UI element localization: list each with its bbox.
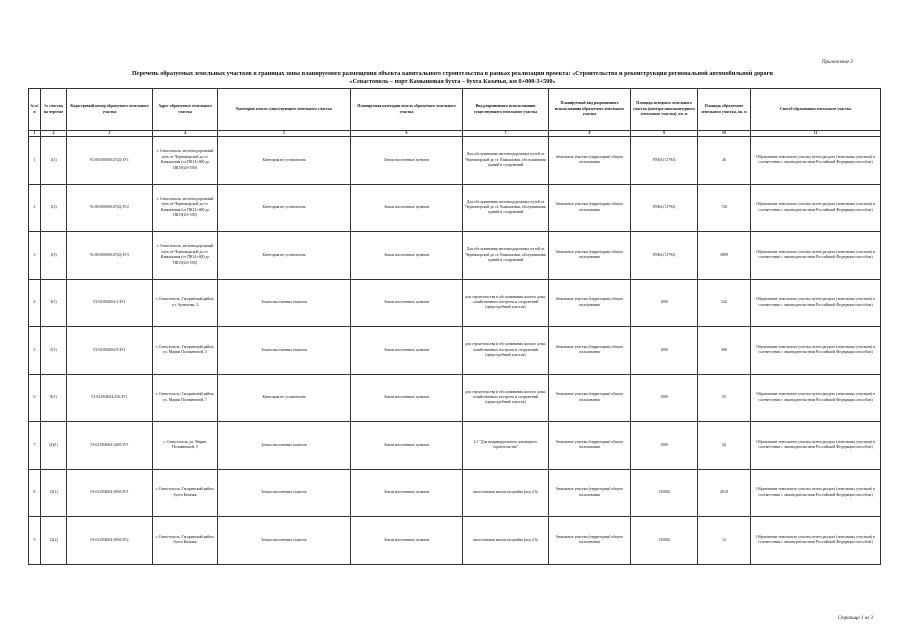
planned-category-cell: Земли населенных пунктов (351, 279, 463, 327)
column-number: 7 (463, 131, 549, 137)
column-number: 4 (153, 131, 218, 137)
new-area-cell: 26 (698, 137, 751, 185)
cadastral-number-cell: 91:02:004004:3069:ЗУ2 (67, 517, 153, 565)
column-number: 2 (41, 131, 67, 137)
land-category-cell: Земли населенных пунктов (218, 279, 351, 327)
row-number-cell: 5 (29, 327, 41, 375)
row-number-cell: 4 (29, 279, 41, 327)
new-area-cell: 720 (698, 184, 751, 232)
land-plots-table (28, 88, 881, 565)
permitted-use-cell: для строительства и обслуживания жилого дома, хозяйственных построек и сооружений (приусадебный участок) (463, 327, 549, 375)
planned-use-cell: Земельные участки (территории) общего пользования (549, 279, 631, 327)
source-area-cell: 87604 (11794) (631, 184, 698, 232)
appendix-label: Приложение 2 (822, 60, 853, 65)
new-area-cell: (4) (698, 422, 751, 470)
table-row (29, 137, 881, 185)
address-cell: г. Севастополь, Гагаринский район, ул. Артюхова, 3 (153, 279, 218, 327)
row-number-cell: 2 (29, 184, 41, 232)
table-row (29, 374, 881, 422)
formation-method-cell: Образование земельного участка путем раздела (земельных участков) в соответствии с законодательством Российской Федерации способом) (751, 374, 881, 422)
source-area-cell: 87604 (11794) (631, 232, 698, 280)
land-category-cell: Земли населенных пунктов (218, 517, 351, 565)
land-category-cell: Категория не установлена (218, 137, 351, 185)
new-area-cell: 542 (698, 279, 751, 327)
planned-category-cell: Земли населенных пунктов (351, 422, 463, 470)
column-header: Планируемый вид разрешенного использования образуемого земельного участка (549, 89, 631, 131)
table-row (29, 232, 881, 280)
plot-number-cell: 1(2) (41, 184, 67, 232)
plot-number-cell: 5(1) (41, 327, 67, 375)
column-header: Способ образования земельного участка (751, 89, 881, 131)
plot-number-cell: 8(1) (41, 374, 67, 422)
new-area-cell: 300 (698, 327, 751, 375)
plot-number-cell: 3(1) (41, 279, 67, 327)
column-number: 3 (67, 131, 153, 137)
formation-method-cell: Образование земельного участка путем раздела (земельных участков) в соответствии с законодательством Российской Федерации способом) (751, 137, 881, 185)
formation-method-cell: Образование земельного участка путем раздела (земельных участков) в соответствии с законодательством Российской Федерации способом) (751, 422, 881, 470)
source-area-cell: 135082 (631, 469, 698, 517)
planned-category-cell: Земли населенных пунктов (351, 517, 463, 565)
cadastral-number-cell: 91:00:000000:47(2):ЗУ3 (67, 232, 153, 280)
cadastral-number-cell: 91:02:004004:216:ЗУ1 (67, 374, 153, 422)
table-body (29, 137, 881, 565)
cadastral-number-cell: 91:02:004004:3:ЗУ1 (67, 279, 153, 327)
source-area-cell: 1000 (631, 374, 698, 422)
column-number: 9 (631, 131, 698, 137)
address-cell: г. Севастополь, Гагаринский район, ул. Марии Поливановой, 3 (153, 327, 218, 375)
column-header: № участка на чертеже (41, 89, 67, 131)
planned-category-cell: Земли населенных пунктов (351, 374, 463, 422)
permitted-use-cell: для строительства и обслуживания жилого дома, хозяйственных построек и сооружений (приусадебный участок) (463, 279, 549, 327)
permitted-use-cell: Для обслуживания железнодорожных путей от Черноморской до ст. Камышовая, обслуживания зданий и сооружений (463, 184, 549, 232)
table-row (29, 469, 881, 517)
column-number: 8 (549, 131, 631, 137)
cadastral-number-cell: 91:00:000000:47(2):ЗУ2 (67, 184, 153, 232)
cadastral-number-cell: 91:02:004004:3069:ЗУ1 (67, 469, 153, 517)
land-category-cell: Земли населенных пунктов (218, 327, 351, 375)
formation-method-cell: Образование земельного участка путем раздела (земельных участков) в соответствии с законодательством Российской Федерации способом) (751, 279, 881, 327)
column-header: Площадь образуемого земельного участка, кв. м (698, 89, 751, 131)
address-cell: г. Севастополь, железнодорожный путь от Черноморской до ст. Камышовая (от ПК14+400 до ПК19(20+550) (153, 232, 218, 280)
planned-category-cell: Земли населенных пунктов (351, 137, 463, 185)
column-header: № п/п (29, 89, 41, 131)
planned-category-cell: Земли населенных пунктов (351, 327, 463, 375)
planned-category-cell: Земли населенных пунктов (351, 232, 463, 280)
land-category-cell: Категория не установлена (218, 184, 351, 232)
permitted-use-cell: для строительства и обслуживания жилого дома, хозяйственных построек и сооружений (приусадебный участок) (463, 374, 549, 422)
source-area-cell: 1000 (631, 327, 698, 375)
plot-number-cell: 1(3) (41, 232, 67, 280)
planned-use-cell: Земельные участки (территории) общего пользования (549, 422, 631, 470)
column-number: 5 (218, 131, 351, 137)
column-number: 1 (29, 131, 41, 137)
formation-method-cell: Образование земельного участка путем раздела (земельных участков) в соответствии с законодательством Российской Федерации способом) (751, 232, 881, 280)
planned-category-cell: Земли населенных пунктов (351, 469, 463, 517)
plot-number-cell: (4)(1) (41, 422, 67, 470)
source-area-cell: 135082 (631, 517, 698, 565)
formation-method-cell: Образование земельного участка путем раздела (земельных участков) в соответствии с законодательством Российской Федерации способом) (751, 517, 881, 565)
cadastral-number-cell: 91:02:004004:9:ЗУ1 (67, 327, 153, 375)
planned-use-cell: Земельные участки (территории) общего пользования (549, 184, 631, 232)
planned-use-cell: Земельные участки (территории) общего пользования (549, 327, 631, 375)
table-header-row (29, 89, 881, 131)
planned-use-cell: Земельные участки (территории) общего пользования (549, 232, 631, 280)
formation-method-cell: Образование земельного участка путем раздела (земельных участков) в соответствии с законодательством Российской Федерации способом) (751, 184, 881, 232)
address-cell: г. Севастополь, Гагаринский район, ул. Марии Поливановой, 7 (153, 374, 218, 422)
row-number-cell: 9 (29, 517, 41, 565)
plot-number-cell: 12(1) (41, 469, 67, 517)
column-header: Кадастровый номер образуемого земельного участка (67, 89, 153, 131)
column-header: Вид разрешенного использования существующего земельного участка (463, 89, 549, 131)
source-area-cell: 1000 (631, 422, 698, 470)
cadastral-number-cell: 91:00:000000:47(2):ЗУ1 (67, 137, 153, 185)
permitted-use-cell: 2.1 "Для индивидуального жилищного строительства" (463, 422, 549, 470)
planned-category-cell: Земли населенных пунктов (351, 184, 463, 232)
planned-use-cell: Земельные участки (территории) общего пользования (549, 517, 631, 565)
cadastral-number-cell: 91:02:004004:1269:ЗУ1 (67, 422, 153, 470)
permitted-use-cell: Для обслуживания железнодорожных путей от Черноморской до ст. Камышовая, обслуживания зданий и сооружений (463, 232, 549, 280)
plot-number-cell: 12(2) (41, 517, 67, 565)
address-cell: г. Севастополь, железнодорожный путь от Черноморской до ст. Камышовая (от ПК14+400 до ПК19(20+550) (153, 184, 218, 232)
document-title (40, 70, 865, 86)
title-line-1: Перечень образуемых земельных участков в границах зоны планируемого размещения объекта капитального строительства в рамках реализации проекта: «Строительство и реконструкция региональной автомобильной дороги (132, 70, 773, 77)
address-cell: г. Севастополь, ул. Марии Поливановой, 5 (153, 422, 218, 470)
row-number-cell: 8 (29, 469, 41, 517)
formation-method-cell: Образование земельного участка путем раздела (земельных участков) в соответствии с законодательством Российской Федерации способом) (751, 469, 881, 517)
source-area-cell: 1000 (631, 279, 698, 327)
table-row (29, 422, 881, 470)
new-area-cell: 2618 (698, 469, 751, 517)
title-line-2: «Севастополь – порт Камышовая бухта – бухта Казачья, км 0+000-3+500» (349, 78, 556, 85)
row-number-cell: 1 (29, 137, 41, 185)
address-cell: г. Севастополь, железнодорожный путь от Черноморской до ст. Камышовая (от ПК14+400 до ПК19(20+550) (153, 137, 218, 185)
column-number: 11 (751, 131, 881, 137)
table-row (29, 517, 881, 565)
permitted-use-cell: Для обслуживания железнодорожных путей от Черноморской до ст. Камышовая, обслуживания зданий и сооружений (463, 137, 549, 185)
address-cell: г. Севастополь, Гагаринский район, бухта Казачья (153, 517, 218, 565)
address-cell: г. Севастополь, Гагаринский район, бухта Казачья (153, 469, 218, 517)
planned-use-cell: Земельные участки (территории) общего пользования (549, 469, 631, 517)
plot-number-cell: 1(1) (41, 137, 67, 185)
page-footer: Страница 1 из 3 (837, 616, 873, 621)
formation-method-cell: Образование земельного участка путем раздела (земельных участков) в соответствии с законодательством Российской Федерации способом) (751, 327, 881, 375)
column-number: 6 (351, 131, 463, 137)
planned-use-cell: Земельные участки (территории) общего пользования (549, 137, 631, 185)
permitted-use-cell: малоэтажная жилая застройка (код 2.6) (463, 469, 549, 517)
permitted-use-cell: малоэтажная жилая застройка (код 2.6) (463, 517, 549, 565)
table-row (29, 184, 881, 232)
column-header: Площадь исходного земельного участка (контура многоконтурного земельного участка), кв. м (631, 89, 698, 131)
column-header: Категория земель существующего земельного участка (218, 89, 351, 131)
new-area-cell: 55 (698, 374, 751, 422)
table-row (29, 327, 881, 375)
land-category-cell: Категория не установлена (218, 232, 351, 280)
land-category-cell: Земли населенных пунктов (218, 422, 351, 470)
row-number-cell: 7 (29, 422, 41, 470)
row-number-cell: 3 (29, 232, 41, 280)
column-header: Планируемая категория земель образуемого земельного участка (351, 89, 463, 131)
land-category-cell: Категория не установлена (218, 374, 351, 422)
table-row (29, 279, 881, 327)
planned-use-cell: Земельные участки (территории) общего пользования (549, 374, 631, 422)
column-number: 10 (698, 131, 751, 137)
new-area-cell: 3889 (698, 232, 751, 280)
column-header: Адрес образуемого земельного участка (153, 89, 218, 131)
row-number-cell: 6 (29, 374, 41, 422)
land-category-cell: Земли населенных пунктов (218, 469, 351, 517)
new-area-cell: 12 (698, 517, 751, 565)
source-area-cell: 87604 (11794) (631, 137, 698, 185)
